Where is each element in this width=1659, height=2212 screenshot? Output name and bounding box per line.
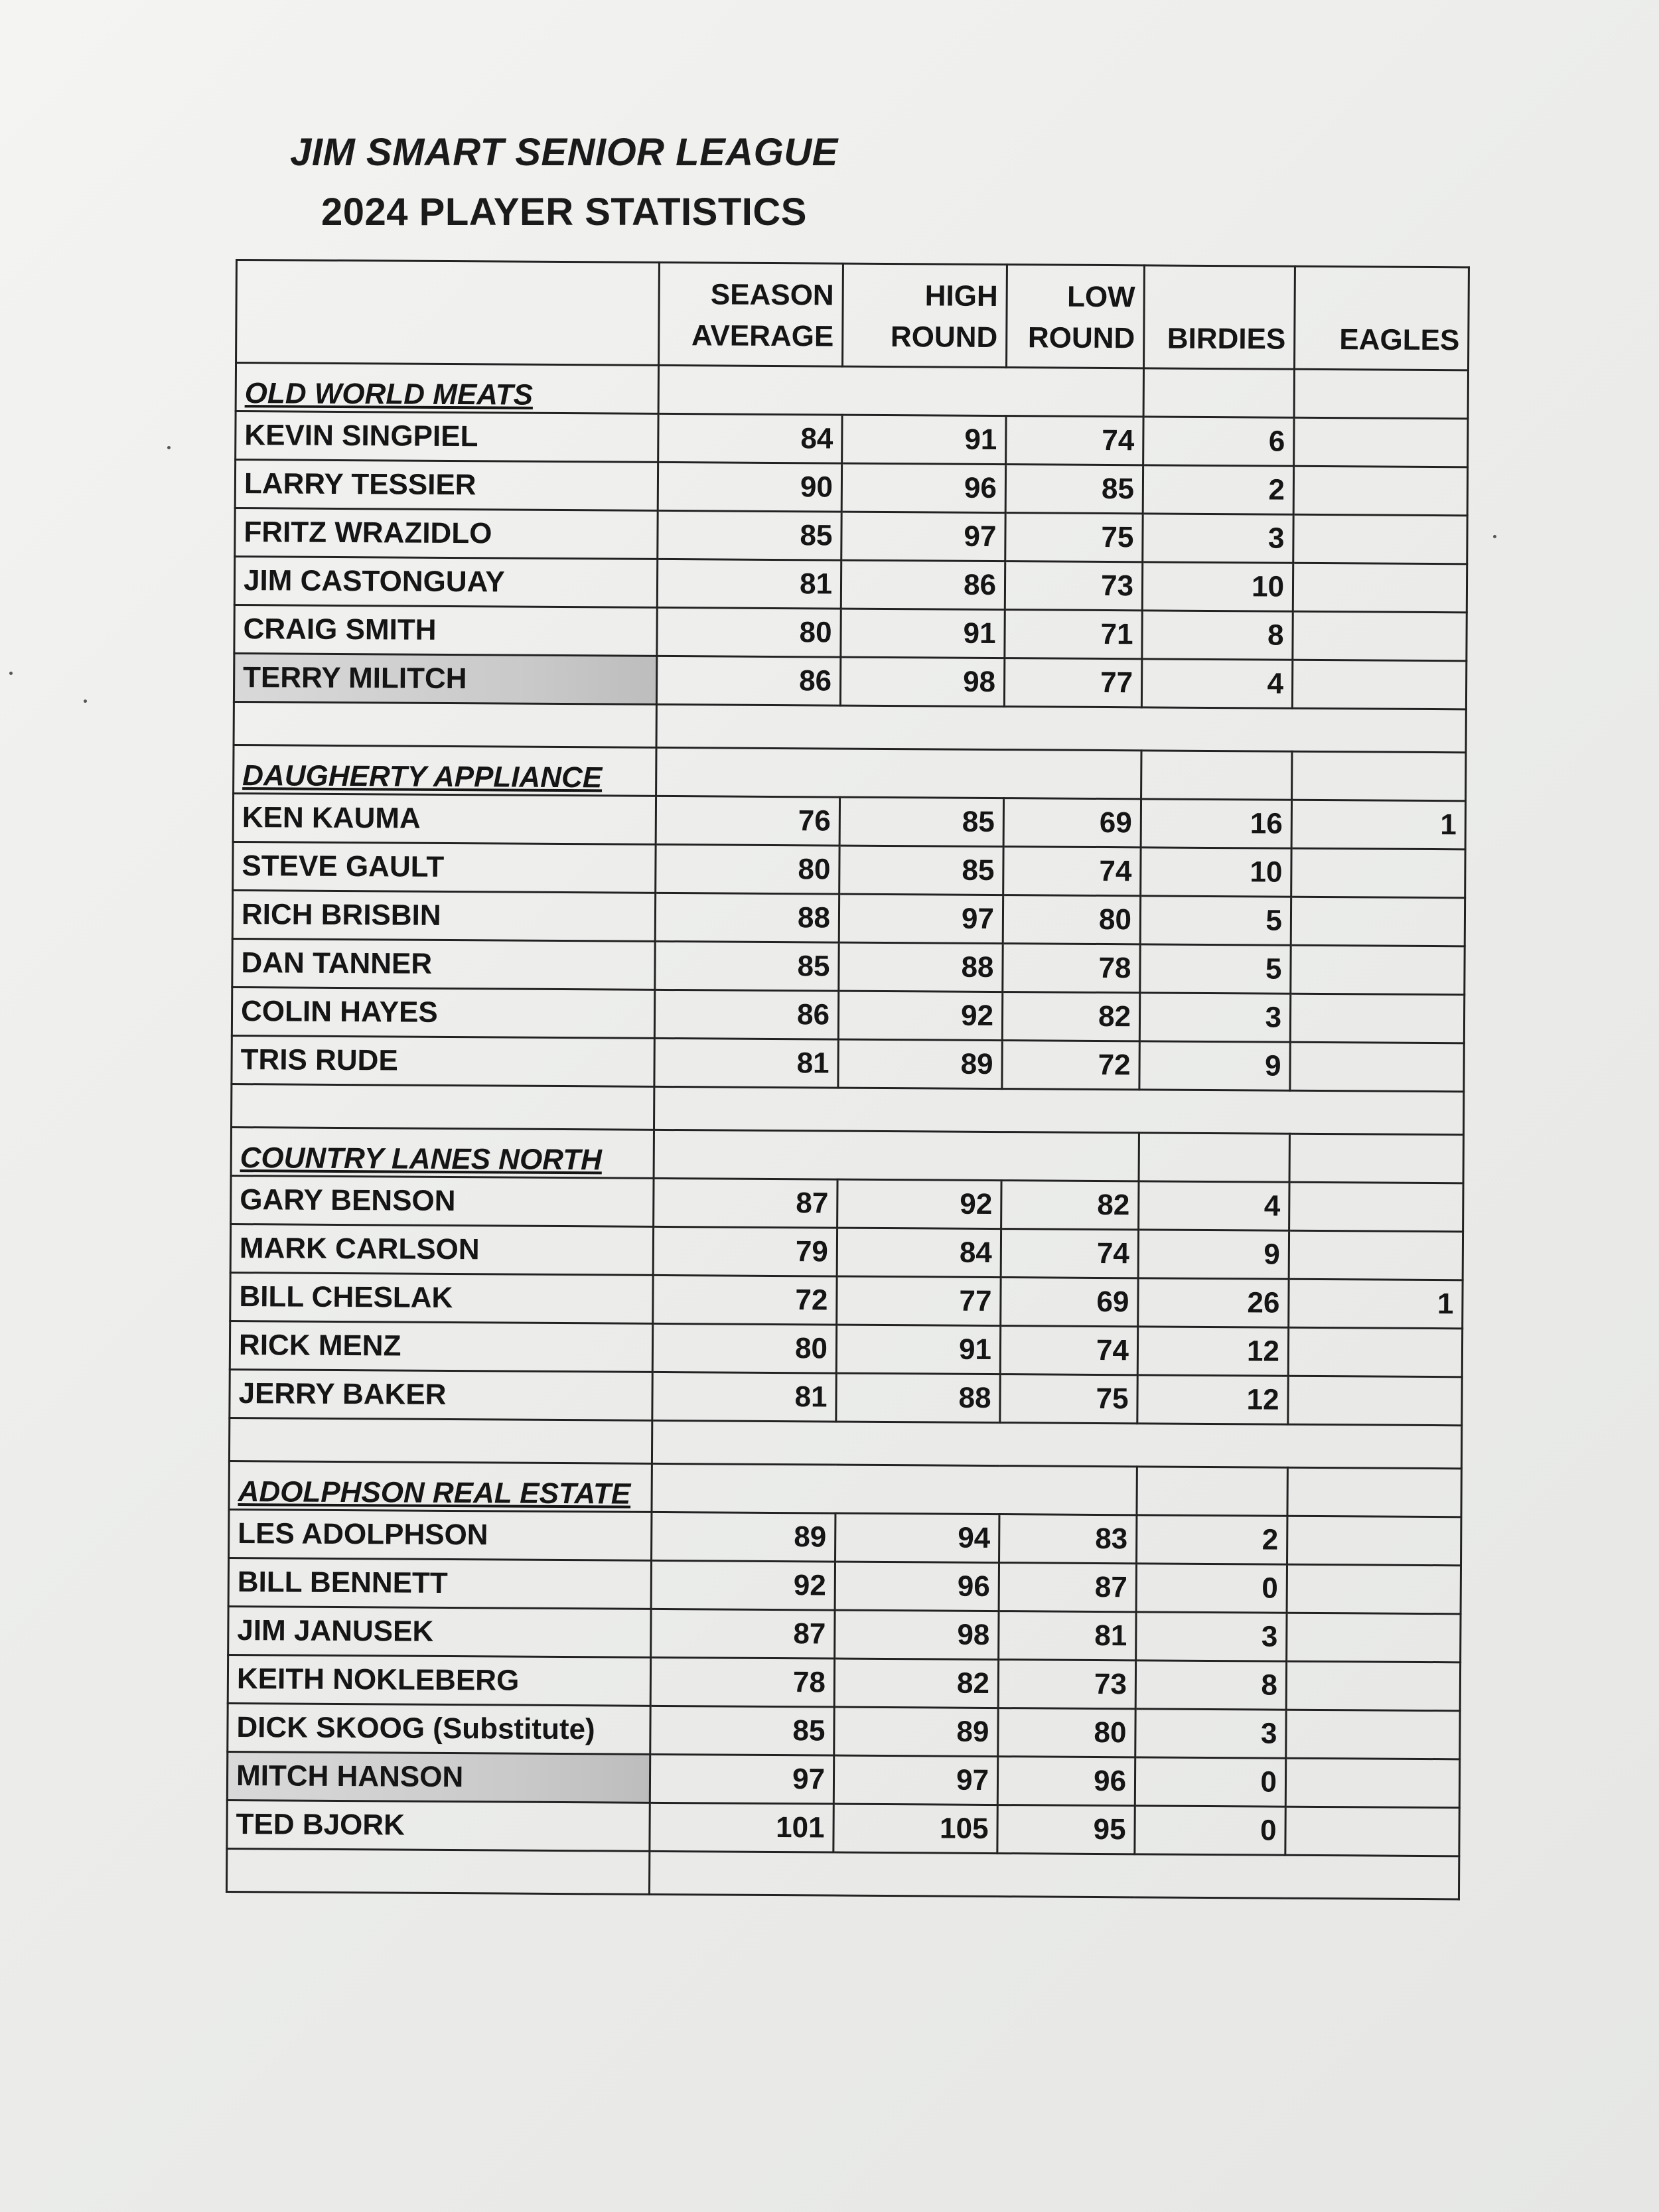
player-name: RICK MENZ: [230, 1321, 652, 1372]
player-name: MITCH HANSON: [227, 1751, 650, 1803]
player-name: COLIN HAYES: [232, 987, 654, 1038]
birdies-value: 5: [1140, 944, 1291, 994]
player-row: [231, 1175, 1463, 1231]
eagles-value: [1292, 660, 1466, 709]
birdies-value: 10: [1142, 562, 1293, 611]
player-name: JIM JANUSEK: [228, 1606, 651, 1657]
eagles-value: [1293, 466, 1467, 516]
season-average-value: 87: [651, 1609, 835, 1659]
player-name: BILL CHESLAK: [230, 1272, 653, 1323]
team-blank-cell: [652, 1463, 1137, 1514]
birdies-value: 3: [1135, 1709, 1286, 1758]
team-blank-cell: [656, 747, 1141, 798]
player-name: JIM CASTONGUAY: [234, 557, 657, 608]
low-round-value: 74: [1001, 1229, 1138, 1278]
season-average-value: 78: [650, 1657, 834, 1707]
eagles-value: [1293, 563, 1467, 613]
spacer-cell: [232, 1084, 654, 1130]
high-round-value: 89: [838, 1039, 1002, 1089]
player-name: TED BJORK: [227, 1800, 650, 1851]
player-name: BILL BENNETT: [228, 1558, 651, 1609]
eagles-value: [1285, 1806, 1459, 1856]
season-average-value: 80: [652, 1323, 836, 1373]
season-average-value: 76: [656, 796, 839, 846]
player-name: KEITH NOKLEBERG: [228, 1655, 650, 1706]
team-blank-cell: [1292, 751, 1466, 801]
season-average-value: 89: [652, 1512, 835, 1562]
birdies-value: 3: [1136, 1612, 1287, 1661]
low-round-value: 74: [1003, 847, 1141, 896]
eagles-value: [1287, 1516, 1461, 1566]
low-round-value: 80: [998, 1708, 1135, 1757]
low-round-value: 87: [999, 1563, 1136, 1612]
player-name: KEN KAUMA: [233, 793, 656, 844]
eagles-value: [1293, 514, 1467, 564]
birdies-value: 0: [1135, 1757, 1285, 1806]
high-round-header: HIGH ROUND: [843, 263, 1007, 368]
player-name: FRITZ WRAZIDLO: [235, 508, 658, 559]
low-round-value: 72: [1002, 1041, 1139, 1090]
spacer-cell: [229, 1418, 652, 1463]
high-round-value: 91: [836, 1325, 1000, 1374]
player-row: [234, 653, 1466, 709]
team-name: ADOLPHSON REAL ESTATE: [229, 1461, 652, 1512]
season-average-value: 84: [658, 413, 842, 463]
high-round-value: 97: [841, 512, 1005, 561]
player-name: DICK SKOOG (Substitute): [228, 1703, 650, 1754]
high-round-value: 85: [839, 846, 1003, 895]
player-name: DAN TANNER: [232, 938, 655, 990]
high-round-value: 86: [841, 560, 1005, 610]
birdies-value: 6: [1143, 417, 1294, 466]
eagles-value: [1293, 611, 1467, 661]
season-average-value: 72: [653, 1275, 837, 1325]
player-row: [230, 1224, 1463, 1280]
player-row: [228, 1655, 1460, 1710]
paper-speck: [84, 700, 87, 703]
high-round-value: 96: [835, 1562, 999, 1611]
low-round-value: 77: [1004, 658, 1141, 707]
birdies-value: 2: [1143, 465, 1293, 514]
high-round-value: 91: [842, 415, 1006, 465]
spacer-row: [232, 1084, 1464, 1134]
low-round-value: 69: [1001, 1278, 1138, 1327]
player-name-header: [236, 260, 660, 366]
low-round-value: 85: [1005, 465, 1143, 514]
low-round-value: 81: [999, 1611, 1136, 1660]
season-average-value: 81: [652, 1372, 836, 1422]
high-round-value: 91: [841, 609, 1005, 658]
season-average-value: 86: [654, 990, 838, 1039]
player-name: TRIS RUDE: [232, 1035, 654, 1086]
birdies-value: 12: [1137, 1375, 1288, 1424]
season-average-value: 85: [655, 941, 839, 991]
high-round-value: 96: [841, 463, 1005, 513]
player-name: KEVIN SINGPIEL: [236, 411, 658, 463]
player-name: CRAIG SMITH: [234, 605, 657, 656]
team-header-row: [236, 363, 1468, 419]
spacer-row: [229, 1418, 1461, 1468]
high-round-value: 88: [839, 942, 1003, 992]
player-name: MARK CARLSON: [230, 1224, 653, 1275]
spacer-row: [234, 701, 1466, 752]
low-round-value: 83: [999, 1514, 1137, 1564]
spacer-cell: [654, 1086, 1463, 1134]
season-average-value: 85: [650, 1706, 834, 1755]
player-row: [236, 411, 1468, 467]
team-name: OLD WORLD MEATS: [236, 363, 658, 414]
player-row: [228, 1606, 1461, 1662]
team-blank-cell: [1294, 369, 1468, 419]
player-row: [233, 793, 1465, 849]
player-row: [232, 938, 1465, 994]
low-round-value: 75: [1000, 1374, 1137, 1424]
birdies-header: BIRDIES: [1144, 265, 1295, 369]
team-blank-cell: [1143, 368, 1294, 417]
eagles-value: [1291, 897, 1465, 946]
season-average-value: 81: [657, 559, 841, 609]
high-round-value: 85: [839, 797, 1003, 847]
low-round-value: 82: [1002, 992, 1139, 1041]
birdies-value: 8: [1135, 1660, 1286, 1710]
player-statistics-table: [226, 259, 1470, 1900]
low-round-value: 95: [997, 1805, 1135, 1854]
birdies-value: 4: [1141, 659, 1292, 708]
birdies-value: 8: [1142, 611, 1293, 660]
low-round-value: 73: [1005, 561, 1142, 611]
season-average-value: 97: [650, 1754, 833, 1804]
low-round-value: 80: [1003, 895, 1140, 944]
eagles-value: [1285, 1758, 1459, 1808]
high-round-value: 98: [840, 657, 1004, 707]
birdies-value: 12: [1137, 1327, 1288, 1376]
team-name: DAUGHERTY APPLIANCE: [234, 745, 656, 796]
high-round-value: 84: [837, 1228, 1001, 1278]
spacer-cell: [226, 1848, 649, 1894]
eagles-value: [1287, 1564, 1461, 1614]
high-round-value: 97: [833, 1755, 997, 1805]
high-round-value: 98: [835, 1610, 999, 1660]
birdies-value: 26: [1138, 1278, 1289, 1327]
eagles-value: 1: [1291, 800, 1465, 849]
low-round-value: 74: [1006, 416, 1143, 465]
player-name: TERRY MILITCH: [234, 653, 656, 704]
eagles-value: [1290, 994, 1464, 1043]
high-round-value: 105: [833, 1804, 997, 1854]
low-round-value: 73: [998, 1660, 1135, 1709]
birdies-value: 2: [1137, 1515, 1287, 1564]
paper-speck: [167, 446, 171, 449]
team-header-row: [234, 745, 1466, 800]
eagles-value: [1286, 1661, 1460, 1711]
statistics-subtitle: 2024 PLAYER STATISTICS: [321, 190, 807, 234]
birdies-value: 0: [1135, 1806, 1285, 1855]
birdies-value: 3: [1143, 514, 1293, 563]
eagles-value: [1291, 945, 1465, 995]
player-name: STEVE GAULT: [233, 842, 656, 893]
season-average-value: 86: [656, 656, 840, 705]
low-round-header: LOW ROUND: [1007, 265, 1145, 368]
eagles-value: [1288, 1327, 1462, 1377]
player-row: [235, 460, 1467, 516]
birdies-value: 0: [1136, 1564, 1287, 1613]
player-row: [232, 890, 1465, 946]
low-round-value: 71: [1005, 610, 1142, 659]
spacer-row: [226, 1848, 1459, 1899]
eagles-header: EAGLES: [1295, 266, 1469, 370]
player-name: GARY BENSON: [231, 1175, 654, 1226]
eagles-value: [1286, 1710, 1460, 1759]
season-average-value: 88: [655, 893, 839, 942]
team-name: COUNTRY LANES NORTH: [231, 1127, 654, 1178]
eagles-value: [1288, 1376, 1462, 1426]
eagles-value: [1294, 417, 1468, 467]
season-average-header: SEASON AVERAGE: [659, 262, 843, 366]
team-blank-cell: [1141, 751, 1292, 800]
table-body: [226, 363, 1468, 1899]
player-row: [234, 557, 1467, 613]
team-blank-cell: [658, 365, 1143, 416]
low-round-value: 96: [997, 1757, 1135, 1806]
team-header-row: [231, 1127, 1463, 1183]
season-average-value: 90: [658, 462, 841, 512]
high-round-value: 94: [835, 1513, 999, 1563]
team-blank-cell: [1289, 1134, 1463, 1183]
player-row: [235, 508, 1467, 564]
header-row: [236, 260, 1469, 370]
eagles-value: [1289, 1230, 1463, 1280]
player-row: [228, 1703, 1460, 1759]
player-name: LARRY TESSIER: [235, 460, 658, 511]
team-header-row: [229, 1461, 1461, 1516]
birdies-value: 9: [1138, 1230, 1289, 1279]
birdies-value: 4: [1139, 1181, 1289, 1230]
eagles-value: [1290, 1042, 1464, 1092]
spacer-cell: [649, 1851, 1459, 1899]
high-round-value: 77: [837, 1276, 1001, 1326]
team-blank-cell: [654, 1130, 1139, 1181]
season-average-value: 81: [654, 1038, 838, 1088]
team-blank-cell: [1287, 1467, 1461, 1517]
player-row: [227, 1800, 1459, 1856]
season-average-value: 80: [656, 844, 839, 894]
player-row: [234, 605, 1467, 660]
player-name: LES ADOLPHSON: [229, 1509, 652, 1560]
league-title: JIM SMART SENIOR LEAGUE: [290, 131, 838, 174]
high-round-value: 88: [836, 1373, 1000, 1423]
player-row: [228, 1558, 1461, 1613]
season-average-value: 101: [650, 1803, 833, 1852]
eagles-value: [1291, 848, 1465, 898]
high-round-value: 92: [838, 991, 1002, 1041]
birdies-value: 16: [1141, 799, 1291, 848]
eagles-value: [1289, 1182, 1463, 1232]
season-average-value: 80: [657, 607, 841, 657]
eagles-value: [1287, 1613, 1461, 1662]
birdies-value: 3: [1139, 993, 1290, 1042]
player-row: [233, 842, 1465, 897]
high-round-value: 82: [834, 1659, 998, 1708]
season-average-value: 87: [654, 1178, 837, 1228]
spacer-cell: [656, 704, 1466, 752]
season-average-value: 79: [653, 1226, 837, 1276]
player-row: [227, 1751, 1459, 1807]
birdies-value: 10: [1141, 848, 1291, 897]
low-round-value: 74: [1000, 1326, 1137, 1375]
high-round-value: 97: [839, 894, 1003, 944]
paper-speck: [1493, 535, 1496, 538]
eagles-value: 1: [1289, 1279, 1463, 1329]
season-average-value: 92: [651, 1560, 835, 1610]
high-round-value: 92: [837, 1179, 1001, 1229]
team-blank-cell: [1139, 1133, 1289, 1182]
player-row: [232, 1035, 1464, 1091]
high-round-value: 89: [834, 1707, 998, 1757]
spacer-cell: [652, 1420, 1461, 1468]
player-row: [230, 1321, 1462, 1376]
team-blank-cell: [1137, 1467, 1287, 1516]
birdies-value: 5: [1140, 896, 1291, 945]
low-round-value: 75: [1005, 513, 1143, 562]
birdies-value: 9: [1139, 1041, 1290, 1090]
player-name: RICH BRISBIN: [232, 890, 655, 941]
player-row: [229, 1509, 1461, 1565]
player-name: JERRY BAKER: [230, 1369, 652, 1420]
season-average-value: 85: [658, 510, 841, 560]
low-round-value: 78: [1003, 944, 1140, 993]
paper-speck: [9, 672, 13, 675]
low-round-value: 69: [1003, 798, 1141, 848]
spacer-cell: [234, 701, 656, 747]
low-round-value: 82: [1001, 1181, 1139, 1230]
player-row: [232, 987, 1464, 1043]
player-row: [230, 1272, 1463, 1328]
player-row: [230, 1369, 1462, 1425]
